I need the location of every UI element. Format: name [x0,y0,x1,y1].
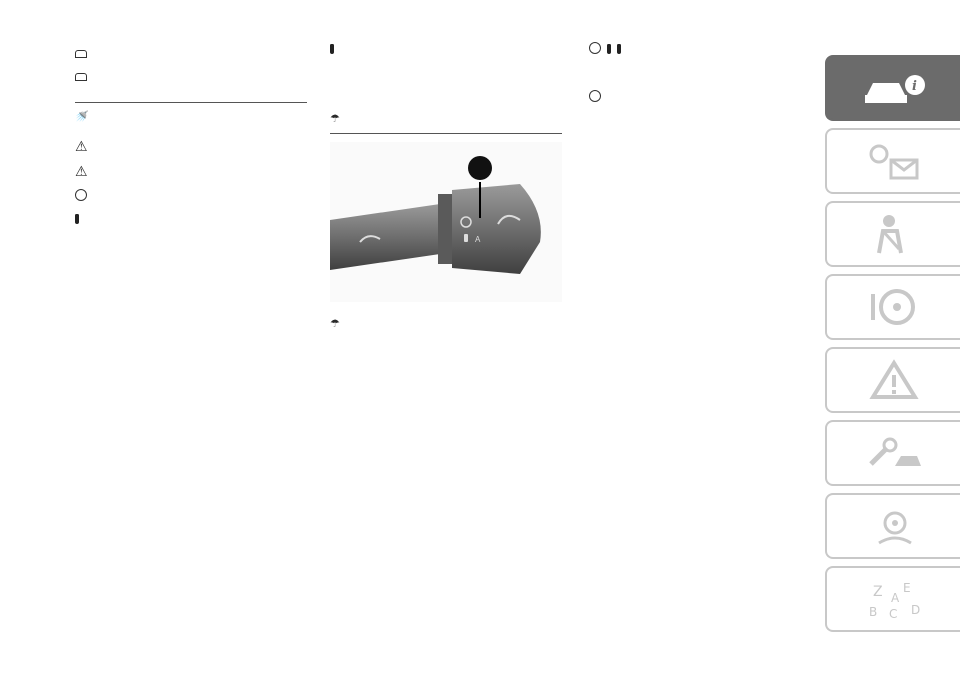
mist-icon: ☂ [330,113,340,125]
warning-icon: ⚠ [75,138,88,154]
wiper-stalk-illustration [330,142,562,302]
position-lo [330,63,562,82]
off-icon [589,42,601,54]
car-info-icon [859,65,929,111]
steering-wheel-icon [859,284,929,330]
tab-driving[interactable] [825,274,960,340]
seatbelt-icon [859,211,929,257]
tab-multimedia[interactable] [825,493,960,559]
svg-text:D: D [910,603,920,617]
car-icon [75,73,87,81]
mist-icon: ☂ [330,318,340,330]
list-item [75,69,307,88]
caution-icon: ⚠ [75,163,88,179]
tab-index[interactable] [825,566,960,632]
wiper-stalk-figure [330,142,562,302]
intermittent-icon [617,44,621,54]
mist-note [330,314,562,334]
paragraph [587,88,817,107]
paragraph [587,63,817,82]
intermittent-icon [607,44,611,54]
svg-text:A: A [475,235,481,244]
alphabet-index-icon [859,576,929,622]
tab-emergency[interactable] [825,347,960,413]
tab-dashboard[interactable] [825,55,960,121]
intermittent-icon [75,214,79,224]
off-icon [589,90,601,102]
sun-message-icon [859,138,929,184]
position-intermittent [75,210,307,229]
tab-maintenance[interactable] [825,420,960,486]
car-icon [75,50,87,58]
navigation-multimedia-icon [859,503,929,549]
position-mist [330,109,562,129]
washer-wiper-icon: 🚿 [75,111,89,123]
svg-text:E: E [902,581,911,595]
svg-text:i: i [911,79,917,94]
svg-text:Z: Z [872,584,883,600]
wiper-symbol [75,107,307,127]
warning-triangle-icon [859,357,929,403]
warning-ref [75,162,307,183]
tab-warning-lights[interactable] [825,128,960,194]
chapter-tabs [825,55,960,639]
off-icon [75,189,87,201]
column-3 [587,40,817,111]
position-hi [330,86,562,105]
position-off [75,187,307,206]
column-2 [330,40,562,344]
list-item [75,46,307,65]
warning-ref [75,137,307,158]
position-speed [330,40,562,59]
divider [75,102,307,103]
speed-dependent-icon [330,44,334,54]
wrench-car-icon [859,430,929,476]
svg-text:A: A [890,591,899,605]
divider [330,133,562,134]
column-1 [75,40,307,233]
svg-text:B: B [868,605,877,619]
svg-text:C: C [888,607,897,621]
paragraph [587,40,817,59]
tab-safety[interactable] [825,201,960,267]
